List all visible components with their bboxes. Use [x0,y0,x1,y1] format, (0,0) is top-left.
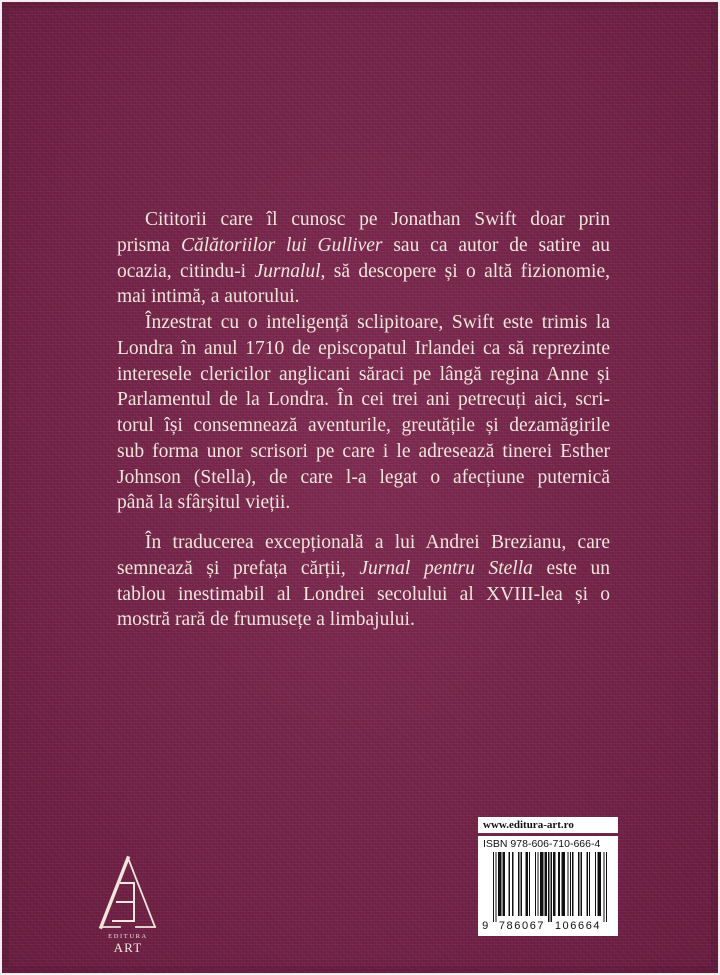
blurb-line [117,439,610,465]
blurb-text-segment: Parlamentul de la Londra. În cei trei ani petrecuți aici, scri- [117,389,610,411]
isbn-barcode-box [478,836,618,936]
barcode-digits-left: 786067 [498,920,546,932]
blurb-text-segment: torul își consemnează aventurile, greutățile și dezamăgirile [117,415,610,436]
barcode-bar [498,852,502,916]
blurb-text-segment: sau ca autor de satire au [382,234,610,256]
publisher-imprint: EDITURA [108,933,148,940]
blurb-line [117,530,610,556]
blurb-text-segment: sub forma unor scrisori pe care i le adresează tinerei Esther [117,440,610,462]
barcode-bar [537,852,538,916]
barcode-bar [535,852,536,916]
blurb-text-segment: interesele clericilor anglicani săraci pe lângă regina Anne și [117,363,610,385]
barcode-bar [595,852,596,916]
barcode-bar [581,852,582,916]
blurb-text-segment: Cititorii care îl cunosc pe Jonathan Swift doar prin [145,209,610,230]
barcode-bar [529,852,530,916]
blurb-text-segment: tablou inestimabil al Londrei secolului al XVIII-lea și o [117,583,610,605]
barcode-bar [597,852,601,916]
barcode-bar [518,852,519,916]
blurb-line [117,465,610,491]
blurb-line [117,362,610,388]
publisher-logo [94,855,162,961]
triangle-logo-icon [96,855,160,931]
blurb-text-segment: Johnson (Stella), de care l-a legat o afecțiune puternică [117,466,610,488]
barcode-bar [572,852,573,916]
blurb-line [117,284,610,310]
blurb-line [117,207,610,233]
blurb-line [117,490,610,516]
barcode-guard-bar [495,852,496,922]
blurb-line [117,413,610,439]
barcode-guard-bar [603,852,604,922]
ean-barcode [481,852,615,932]
barcode-bar [567,852,568,916]
barcode-bar [503,852,505,916]
barcode-bar [509,852,510,916]
blurb-line [117,310,610,336]
barcode-bar [561,852,565,916]
blurb-paragraph-3 [117,530,610,633]
blurb-line [117,259,610,285]
barcode-digit-lead: 9 [482,920,490,932]
blurb-text-segment: Londra în anul 1710 de episcopatul Irlandei ca să reprezinte [117,337,610,359]
barcode-bar [545,852,547,916]
barcode-guard-bar [606,852,607,922]
blurb-text-segment: prisma [117,234,181,256]
blurb-text-segment: În traducerea excepțională a lui Andrei Brezianu, care [145,532,610,553]
barcode-guard-bar [548,852,549,922]
barcode-bar [540,852,544,916]
barcode-bar [558,852,560,916]
isbn-text: ISBN 978-606-710-666-4 [483,838,601,850]
italic-book-title: Jurnalul [254,260,321,282]
website-label: www.editura-art.ro [478,817,618,833]
blurb-text-segment: este un [532,557,610,579]
blurb-line [117,336,610,362]
italic-book-title: Jurnal pentru Stella [359,557,533,579]
blurb-line [117,607,610,633]
blurb-paragraph-1 [117,207,610,310]
italic-book-title: Călătoriilor lui Gulliver [180,234,383,256]
barcode-guard-bar [493,852,494,922]
barcode-bar [553,852,555,916]
barcode-bar [525,852,527,916]
blurb-paragraph-2 [117,310,610,516]
blurb-line [117,233,610,259]
barcode-bar [589,852,590,916]
barcode-digits-right: 106664 [554,920,602,932]
blurb-text [117,207,610,633]
barcode-bar [587,852,588,916]
blurb-line [117,387,610,413]
barcode-guard-bar [551,852,552,922]
blurb-line [117,582,610,608]
blurb-text-segment: mostră rară de frumusețe a limbajului. [117,609,415,631]
blurb-text-segment: , să descopere și o altă fizionomie, [320,260,611,282]
publisher-name: ART [113,940,143,955]
blurb-text-segment: până la sfârșitul vieții. [117,492,291,514]
barcode-bar [521,852,522,916]
blurb-text-segment: mai intimă, a autorului. [117,286,300,308]
blurb-line [117,556,610,582]
blurb-text-segment: ocazia, citindu-i [117,260,255,282]
barcode-bars [493,852,607,922]
barcode-bar [578,852,579,916]
barcode-bar [570,852,571,916]
barcode-bar [512,852,513,916]
blurb-text-segment: Înzestrat cu o inteligență sclipitoare, Swift este trimis la [145,312,610,333]
blurb-text-segment: semnează și prefața cărții, [117,557,360,579]
